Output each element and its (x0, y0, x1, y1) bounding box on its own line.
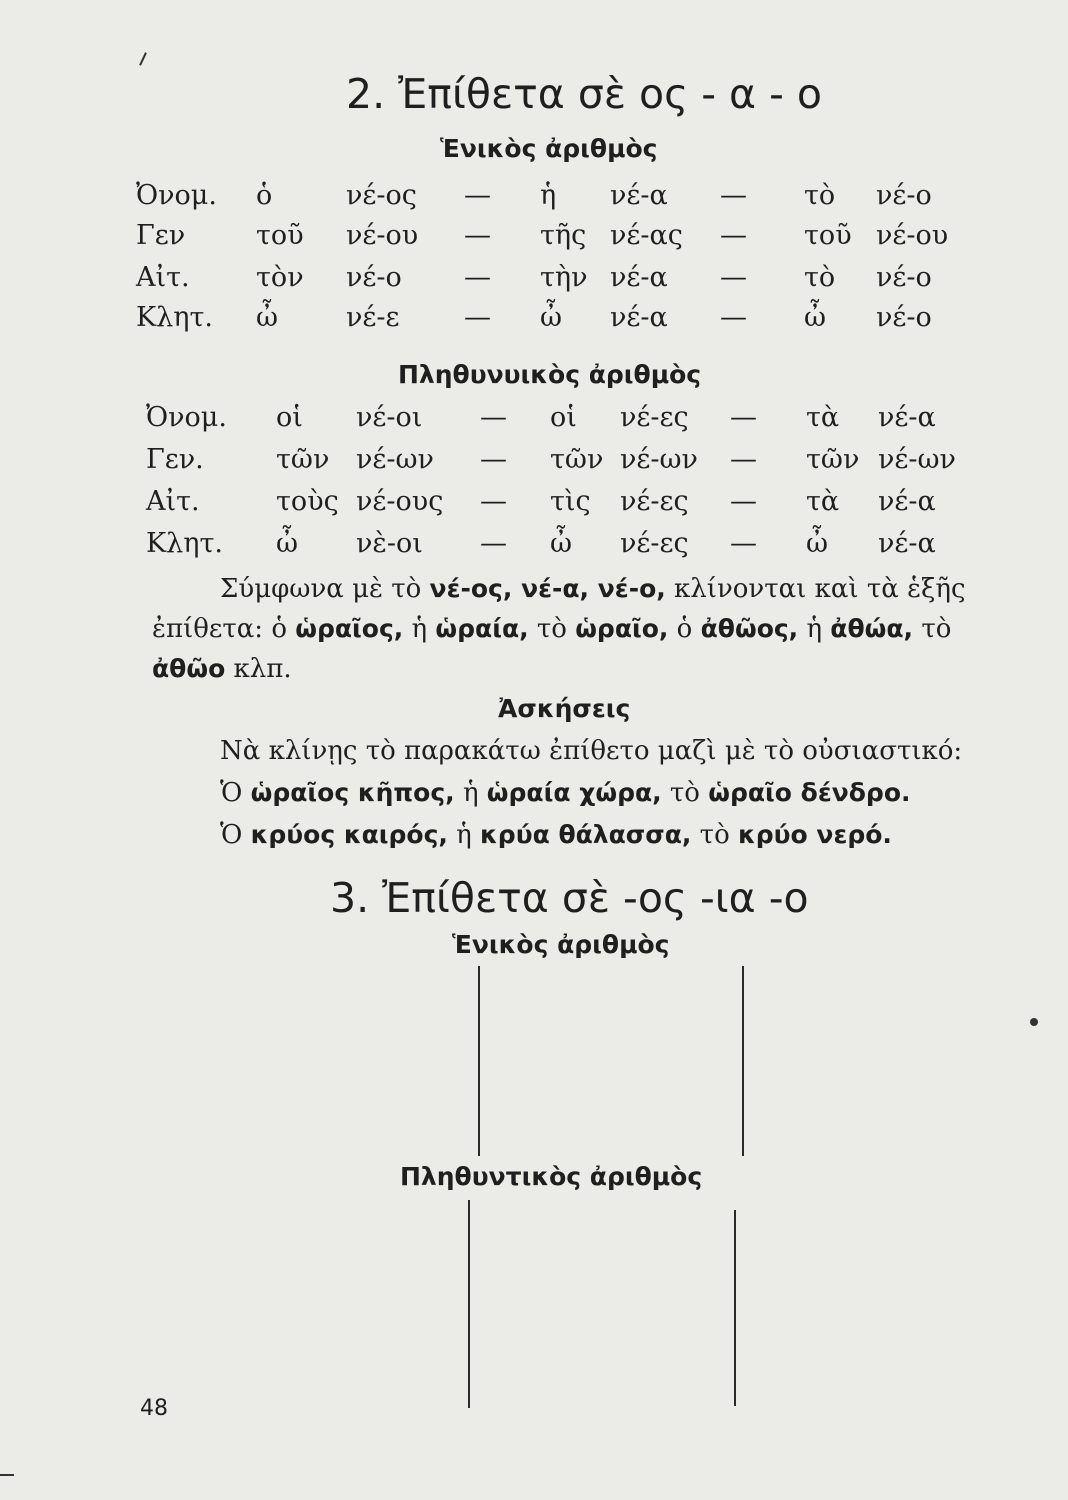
article-feminine: τὶς (550, 486, 591, 517)
case-label: Γεν (136, 220, 186, 251)
case-label: Κλητ. (146, 528, 223, 559)
exercise-phrase: ὡραῖος κῆπος, (250, 778, 455, 807)
article-feminine: τὴν (540, 262, 588, 293)
dash: — (480, 444, 507, 475)
article-neuter: τὰ (806, 402, 840, 433)
rule-text: ἡ (403, 614, 436, 644)
dash: — (720, 302, 747, 333)
case-label: Ὀνομ. (146, 402, 227, 433)
form-neuter: νέ-α (878, 486, 936, 517)
dash: — (730, 486, 757, 517)
rule-example: ἀθῶος, (700, 614, 799, 643)
article-feminine: ὦ (550, 528, 573, 559)
dash: — (730, 444, 757, 475)
rule-text: τὸ (528, 614, 576, 644)
section-2-plural-header: Πληθυνυικὸς ἀριθμὸς (398, 360, 702, 389)
form-neuter: νέ-ο (876, 262, 932, 293)
form-masculine: νέ-ο (346, 262, 402, 293)
form-neuter: νέ-α (878, 528, 936, 559)
dash: — (720, 220, 747, 251)
exercise-text: τὸ (691, 820, 738, 850)
form-masculine: νέ-ου (346, 220, 419, 251)
form-feminine: νέ-ες (620, 486, 689, 517)
article-neuter: τῶν (806, 444, 860, 475)
article-feminine: ἡ (540, 180, 557, 211)
article-masculine: οἱ (276, 402, 303, 433)
form-feminine: νέ-α (610, 180, 668, 211)
exercise-text: ἡ (447, 820, 481, 850)
case-label: Γεν. (146, 444, 204, 475)
dash: — (480, 528, 507, 559)
article-masculine: ὦ (256, 302, 279, 333)
rule-paragraph-line-3 (152, 654, 292, 684)
case-label: Κλητ. (136, 302, 213, 333)
section-3-singular-header: Ἑνικὸς ἀριθμὸς (452, 930, 670, 959)
case-label: Ὀνομ. (136, 180, 217, 211)
column-divider (478, 966, 480, 1156)
article-neuter: τὰ (806, 486, 840, 517)
rule-paragraph-line-2 (152, 614, 951, 644)
exercise-phrase: κρύα θάλασσα, (480, 820, 692, 849)
form-neuter: νέ-ο (876, 302, 932, 333)
column-divider (468, 1200, 470, 1408)
dash: — (730, 402, 757, 433)
form-neuter: νέ-ο (876, 180, 932, 211)
dash: — (480, 486, 507, 517)
article-neuter: ὦ (806, 528, 829, 559)
exercise-phrase: ὡραία χώρα, (486, 778, 662, 807)
rule-text: τὸ (913, 614, 952, 644)
dash: — (464, 302, 491, 333)
exercise-text: Ὁ (220, 820, 251, 850)
article-feminine: οἱ (550, 402, 577, 433)
article-masculine: ὦ (276, 528, 299, 559)
scan-mark (139, 52, 147, 66)
scan-mark (0, 1474, 14, 1476)
article-masculine: τῶν (276, 444, 330, 475)
exercise-text: Ὁ (220, 778, 251, 808)
dash: — (464, 262, 491, 293)
rule-text: ὁ (668, 614, 701, 644)
article-masculine: τοῦ (256, 220, 304, 251)
dash: — (464, 180, 491, 211)
scan-mark (1030, 1018, 1038, 1026)
form-neuter: νέ-ων (878, 444, 956, 475)
section-2-singular-header: Ἑνικὸς ἀριθμὸς (440, 134, 658, 163)
article-neuter: τὸ (804, 262, 836, 293)
exercise-phrase: ὡραῖο δένδρο. (708, 778, 911, 807)
rule-example: ὡραῖος, (295, 614, 404, 643)
dash: — (720, 180, 747, 211)
article-masculine: ὁ (256, 180, 273, 211)
rule-paragraph-line-1 (220, 574, 966, 604)
rule-text: ἐπίθετα: ὁ (152, 614, 296, 644)
rule-text: Σύμφωνα μὲ τὸ (220, 574, 430, 604)
article-feminine: ὦ (540, 302, 563, 333)
article-feminine: τῆς (540, 220, 587, 251)
form-masculine: νέ-ων (356, 444, 434, 475)
exercise-line-1 (220, 778, 911, 808)
rule-example: νέ-ος, νέ-α, νέ-ο, (429, 574, 666, 603)
form-feminine: νέ-ων (620, 444, 698, 475)
form-masculine: νέ-ος (346, 180, 417, 211)
article-feminine: τῶν (550, 444, 604, 475)
rule-example: ὡραία, (435, 614, 529, 643)
rule-example: ὡραῖο, (575, 614, 669, 643)
exercise-phrase: κρύος καιρός, (250, 820, 448, 849)
section-3-title: 3. Ἐπίθετα σὲ -ος -ια -ο (330, 874, 809, 922)
exercise-phrase: κρύο νερό. (738, 820, 892, 849)
rule-text: κλπ. (225, 654, 292, 684)
article-neuter: τοῦ (804, 220, 852, 251)
form-neuter: νέ-α (878, 402, 936, 433)
column-divider (742, 966, 744, 1156)
form-feminine: νέ-α (610, 302, 668, 333)
exercises-header: Ἀσκήσεις (498, 694, 631, 723)
form-feminine: νέ-α (610, 262, 668, 293)
rule-example: ἀθώα, (830, 614, 914, 643)
form-masculine: νέ-ε (346, 302, 400, 333)
exercise-text: ἡ (454, 778, 487, 808)
section-2-title: 2. Ἐπίθετα σὲ ος - α - ο (346, 70, 823, 118)
article-neuter: τὸ (804, 180, 836, 211)
rule-text: ἡ (798, 614, 831, 644)
dash: — (730, 528, 757, 559)
rule-example: ἀθῶο (152, 654, 226, 683)
form-feminine: νέ-ες (620, 528, 689, 559)
exercise-line-2 (220, 820, 892, 850)
dash: — (480, 402, 507, 433)
column-divider (734, 1210, 736, 1406)
section-3-plural-header: Πληθυντικὸς ἀριθμὸς (400, 1162, 703, 1191)
form-masculine: νὲ-οι (356, 528, 423, 559)
form-neuter: νέ-ου (876, 220, 949, 251)
exercise-instruction: Νὰ κλίνῃς τὸ παρακάτω ἐπίθετο μαζὶ μὲ τὸ οὐσιαστικό: (220, 736, 963, 766)
form-feminine: νέ-ας (610, 220, 683, 251)
article-masculine: τὸν (256, 262, 304, 293)
form-masculine: νέ-ους (356, 486, 444, 517)
dash: — (464, 220, 491, 251)
article-masculine: τοὺς (276, 486, 339, 517)
case-label: Αἰτ. (146, 486, 200, 517)
form-masculine: νέ-οι (356, 402, 423, 433)
form-feminine: νέ-ες (620, 402, 689, 433)
page-number: 48 (140, 1396, 168, 1421)
rule-text: κλίνονται καὶ τὰ ἑξῆς (665, 574, 966, 604)
exercise-text: τὸ (661, 778, 709, 808)
case-label: Αἰτ. (136, 262, 190, 293)
dash: — (720, 262, 747, 293)
article-neuter: ὦ (804, 302, 827, 333)
